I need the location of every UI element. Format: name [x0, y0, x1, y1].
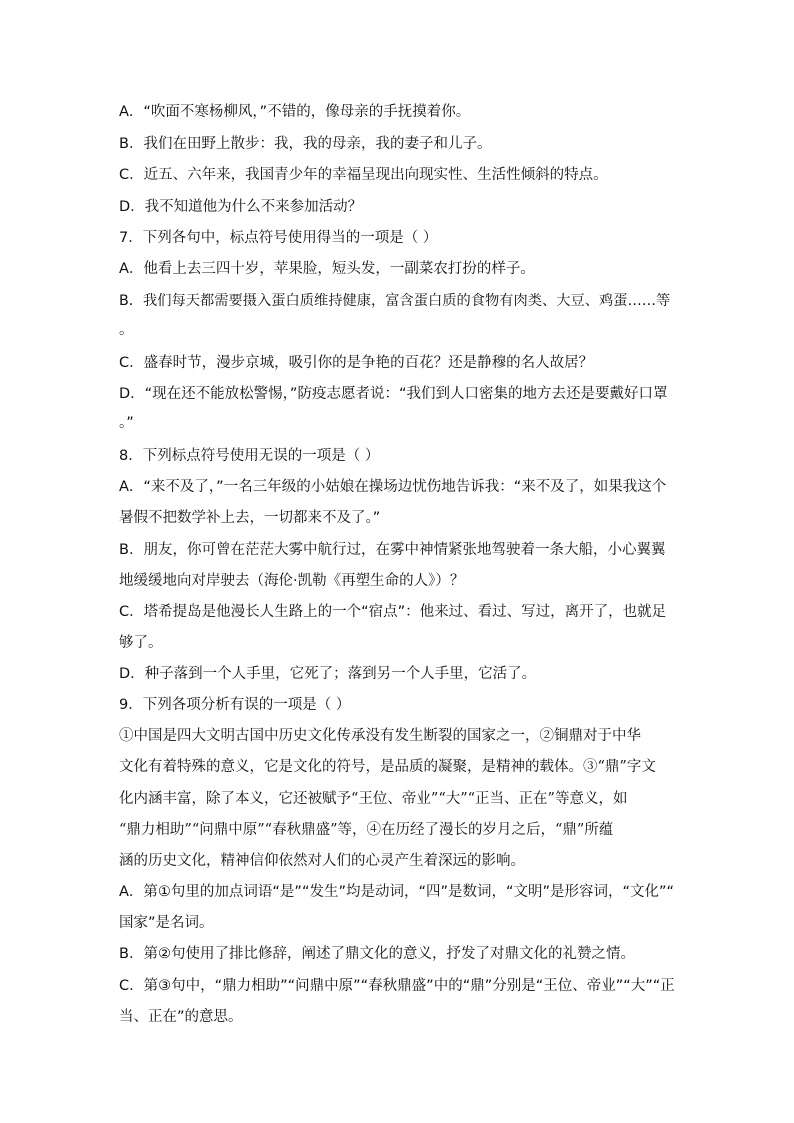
option-a-q7: A．他看上去三四十岁，苹果脸，短头发，一副菜农打扮的样子。 — [119, 261, 535, 277]
option-d-q7: D．“现在还不能放松警惕，”防疫志愿者说：“我们到人口密集的地方去还是要戴好口罩 — [119, 386, 668, 402]
option-c-q9-cont: 当、正在”的意思。 — [119, 1009, 243, 1025]
option-d-q8: D．种子落到一个人手里，它死了；落到另一个人手里，它活了。 — [119, 666, 537, 682]
option-d-q7-cont: 。” — [119, 415, 134, 431]
option-b-q7-cont: 。 — [119, 322, 134, 338]
option-b-q7: B．我们每天都需要摄入蛋白质维持健康，富含蛋白质的食物有肉类、大豆、鸡蛋……等 — [119, 293, 671, 309]
option-c-q8-cont: 够了。 — [119, 635, 163, 651]
option-c-q8: C．塔希提岛是他漫长人生路上的一个“宿点”：他来过、看过、写过，离开了，也就足 — [119, 604, 667, 620]
option-a-q8: A．“来不及了，”一名三年级的小姑娘在操场边忧伤地告诉我：“来不及了，如果我这个 — [119, 479, 667, 495]
passage-line: “鼎力相助”“问鼎中原”“春秋鼎盛”等，④在历经了漫长的岁月之后，“鼎”所蕴 — [119, 822, 614, 838]
question-8: 8．下列标点符号使用无误的一项是（ ） — [119, 448, 380, 464]
option-b-q8: B．朋友，你可曾在茫茫大雾中航行过，在雾中神情紧张地驾驶着一条大船，小心翼翼 — [119, 542, 666, 558]
option-a-q8-cont: 暑假不把数学补上去，一切都来不及了。” — [119, 510, 381, 526]
question-7: 7．下列各句中，标点符号使用得当的一项是（ ） — [119, 230, 438, 246]
passage-line: ①中国是四大文明古国中历史文化传承没有发生断裂的国家之一，②铜鼎对于中华 — [119, 728, 641, 744]
option-b-q8-cont: 地缓缓地向对岸驶去（海伦·凯勒《再塑生命的人》）？ — [119, 573, 465, 589]
option-b-q6: B．我们在田野上散步：我，我的母亲，我的妻子和儿子。 — [119, 136, 492, 152]
option-c-q6: C．近五、六年来，我国青少年的幸福呈现出向现实性、生活性倾斜的特点。 — [119, 167, 608, 183]
passage-line: 化内涵丰富，除了本义，它还被赋予“王位、帝业”“大”“正当、正在”等意义，如 — [119, 791, 628, 807]
option-c-q9: C．第③句中，“鼎力相助”“问鼎中原”“春秋鼎盛”中的“鼎”分别是“王位、帝业”“大”“正 — [119, 978, 675, 994]
option-a-q9: A．第①句里的加点词语“是”“发生”均是动词，“四”是数词，“文明”是形容词，“文化”“ — [119, 884, 675, 900]
option-b-q9: B．第②句使用了排比修辞，阐述了鼎文化的意义，抒发了对鼎文化的礼赞之情。 — [119, 946, 635, 962]
passage-line: 涵的历史文化，精神信仰依然对人们的心灵产生着深远的影响。 — [119, 853, 525, 869]
passage-line: 文化有着特殊的意义，它是文化的符号，是品质的凝聚，是精神的载体。③“鼎”字文 — [119, 759, 656, 775]
option-a-q6: A．“吹面不寒杨柳风，”不错的，像母亲的手抚摸着你。 — [119, 104, 471, 120]
option-c-q7: C．盛春时节，漫步京城，吸引你的是争艳的百花？还是静穆的名人故居？ — [119, 355, 594, 371]
option-a-q9-cont: 国家”是名词。 — [119, 915, 214, 931]
question-9: 9．下列各项分析有误的一项是（ ） — [119, 697, 351, 713]
option-d-q6: D．我不知道他为什么不来参加活动？ — [119, 199, 363, 215]
